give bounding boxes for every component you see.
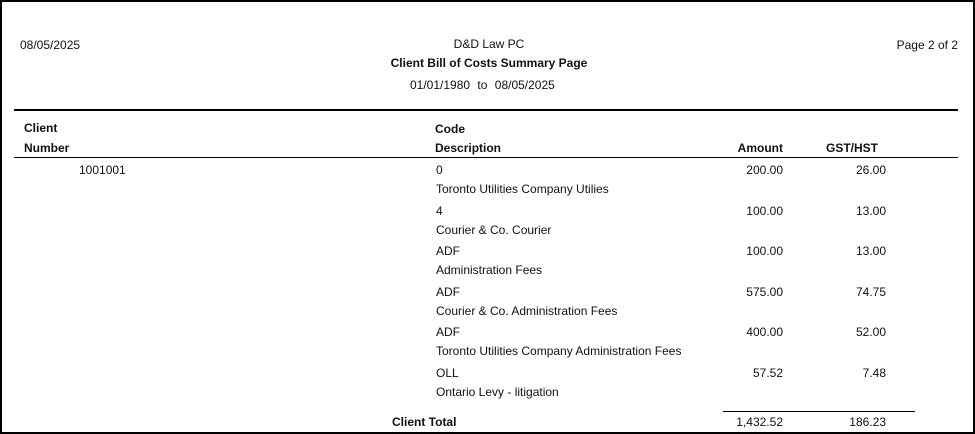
row-code: ADF — [436, 244, 460, 258]
row-code: ADF — [436, 285, 460, 299]
date-range — [410, 78, 555, 92]
row-gst: 13.00 — [855, 204, 886, 218]
page-number: Page 2 of 2 — [896, 38, 958, 52]
row-description: Administration Fees — [436, 263, 543, 277]
row-description: Ontario Levy - litigation — [436, 385, 559, 399]
row-description: Toronto Utilities Company Utilies — [436, 182, 609, 196]
row-gst: 7.48 — [862, 366, 886, 380]
row-amount: 100.00 — [746, 204, 783, 218]
print-date: 08/05/2025 — [20, 38, 81, 52]
client-total-gst: 186.23 — [849, 415, 886, 429]
col-gst: GST/HST — [826, 141, 879, 155]
row-gst: 13.00 — [855, 244, 886, 258]
date-to-separator: to — [477, 78, 488, 92]
col-client-line1: Client — [24, 121, 58, 135]
row-gst: 26.00 — [855, 163, 886, 177]
row-gst: 74.75 — [855, 285, 886, 299]
firm-name: D&D Law PC — [453, 37, 525, 51]
column-divider — [14, 157, 958, 158]
date-to: 08/05/2025 — [494, 78, 555, 92]
client-number: 1001001 — [79, 163, 126, 177]
row-code: OLL — [436, 366, 459, 380]
row-description: Courier & Co. Administration Fees — [436, 304, 618, 318]
row-description: Toronto Utilities Company Administration Fees — [436, 344, 682, 358]
row-amount: 200.00 — [746, 163, 783, 177]
row-amount: 400.00 — [746, 325, 783, 339]
row-gst: 52.00 — [855, 325, 886, 339]
row-amount: 57.52 — [752, 366, 783, 380]
row-code: 4 — [436, 204, 443, 218]
col-amount: Amount — [737, 141, 783, 155]
client-total-label: Client Total — [392, 415, 457, 429]
row-code: ADF — [436, 325, 460, 339]
client-total-amount: 1,432.52 — [736, 415, 783, 429]
col-code: Code — [435, 122, 465, 136]
col-client-line2: Number — [24, 141, 70, 155]
row-description: Courier & Co. Courier — [436, 223, 552, 237]
date-from: 01/01/1980 — [410, 78, 471, 92]
row-amount: 100.00 — [746, 244, 783, 258]
report-title: Client Bill of Costs Summary Page — [390, 56, 588, 70]
row-amount: 575.00 — [746, 285, 783, 299]
col-description: Description — [435, 141, 502, 155]
total-divider — [723, 411, 915, 412]
header-divider — [14, 109, 958, 111]
row-code: 0 — [436, 163, 443, 177]
